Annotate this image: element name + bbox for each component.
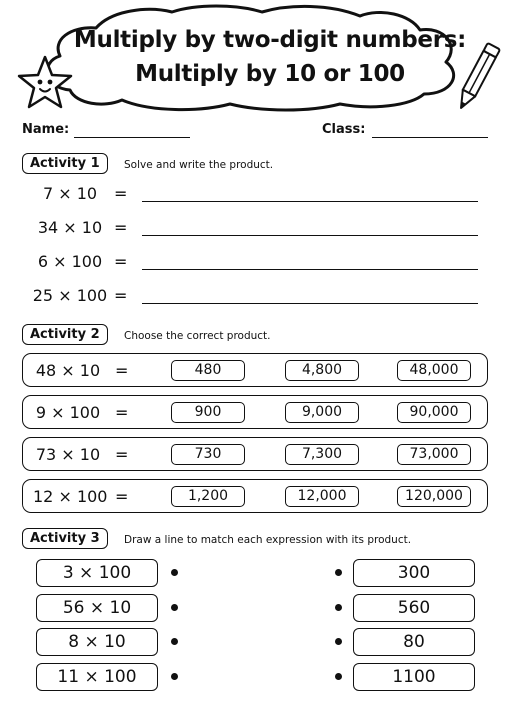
expression: 7 × 10 (42, 184, 98, 203)
name-field[interactable] (74, 137, 190, 138)
smiling-star-icon (16, 54, 74, 112)
answer-option[interactable]: 9,000 (285, 402, 359, 423)
answer-option[interactable]: 48,000 (397, 360, 471, 381)
equals-sign: = (114, 252, 128, 271)
answer-line[interactable] (142, 201, 478, 202)
expression: 12 × 100 (33, 487, 108, 506)
activity-1-row (30, 218, 490, 240)
activity-2-row (22, 353, 488, 387)
answer-line[interactable] (142, 235, 478, 236)
equals-sign: = (115, 445, 129, 464)
equals-sign: = (114, 184, 128, 203)
equals-sign: = (114, 286, 128, 305)
activity-2-row (22, 479, 488, 513)
title-line-1: Multiply by two-digit numbers: (73, 27, 467, 53)
match-expression-box[interactable]: 11 × 100 (36, 663, 158, 691)
match-product-box[interactable]: 80 (353, 628, 475, 656)
equals-sign: = (115, 403, 129, 422)
title-line-2: Multiply by 10 or 100 (135, 61, 405, 87)
match-dot-right[interactable] (335, 569, 342, 576)
activity-1-row (30, 286, 490, 308)
match-dot-left[interactable] (171, 638, 178, 645)
class-field[interactable] (372, 137, 488, 138)
title-cloud (0, 0, 512, 120)
match-dot-left[interactable] (171, 569, 178, 576)
activity-1-badge: Activity 1 (22, 153, 108, 174)
expression: 48 × 10 (35, 361, 101, 380)
expression: 34 × 10 (37, 218, 103, 237)
match-product-box[interactable]: 300 (353, 559, 475, 587)
match-expression-box[interactable]: 3 × 100 (36, 559, 158, 587)
activity-1-instruction: Solve and write the product. (124, 159, 274, 171)
equals-sign: = (114, 218, 128, 237)
class-label: Class: (322, 122, 366, 137)
activity-3-badge: Activity 3 (22, 528, 108, 549)
answer-line[interactable] (142, 303, 478, 304)
equals-sign: = (115, 487, 129, 506)
answer-option[interactable]: 1,200 (171, 486, 245, 507)
name-label: Name: (22, 122, 70, 137)
answer-option[interactable]: 480 (171, 360, 245, 381)
answer-option[interactable]: 120,000 (397, 486, 471, 507)
activity-1-row (30, 252, 490, 274)
pencil-icon (452, 38, 502, 118)
match-dot-left[interactable] (171, 673, 178, 680)
match-expression-box[interactable]: 56 × 10 (36, 594, 158, 622)
match-product-box[interactable]: 1100 (353, 663, 475, 691)
activity-1-row (30, 184, 490, 206)
match-expression-box[interactable]: 8 × 10 (36, 628, 158, 656)
answer-option[interactable]: 12,000 (285, 486, 359, 507)
expression: 6 × 100 (37, 252, 103, 271)
activity-2-row (22, 437, 488, 471)
answer-option[interactable]: 730 (171, 444, 245, 465)
match-dot-left[interactable] (171, 604, 178, 611)
activity-2-instruction: Choose the correct product. (124, 330, 271, 342)
equals-sign: = (115, 361, 129, 380)
answer-line[interactable] (142, 269, 478, 270)
expression: 73 × 10 (35, 445, 101, 464)
activity-3-instruction: Draw a line to match each expression with its product. (124, 534, 412, 546)
answer-option[interactable]: 900 (171, 402, 245, 423)
answer-option[interactable]: 90,000 (397, 402, 471, 423)
match-dot-right[interactable] (335, 638, 342, 645)
answer-option[interactable]: 7,300 (285, 444, 359, 465)
expression: 25 × 100 (32, 286, 108, 305)
match-dot-right[interactable] (335, 673, 342, 680)
activity-2-badge: Activity 2 (22, 324, 108, 345)
expression: 9 × 100 (35, 403, 101, 422)
answer-option[interactable]: 4,800 (285, 360, 359, 381)
answer-option[interactable]: 73,000 (397, 444, 471, 465)
match-product-box[interactable]: 560 (353, 594, 475, 622)
match-dot-right[interactable] (335, 604, 342, 611)
activity-2-row (22, 395, 488, 429)
